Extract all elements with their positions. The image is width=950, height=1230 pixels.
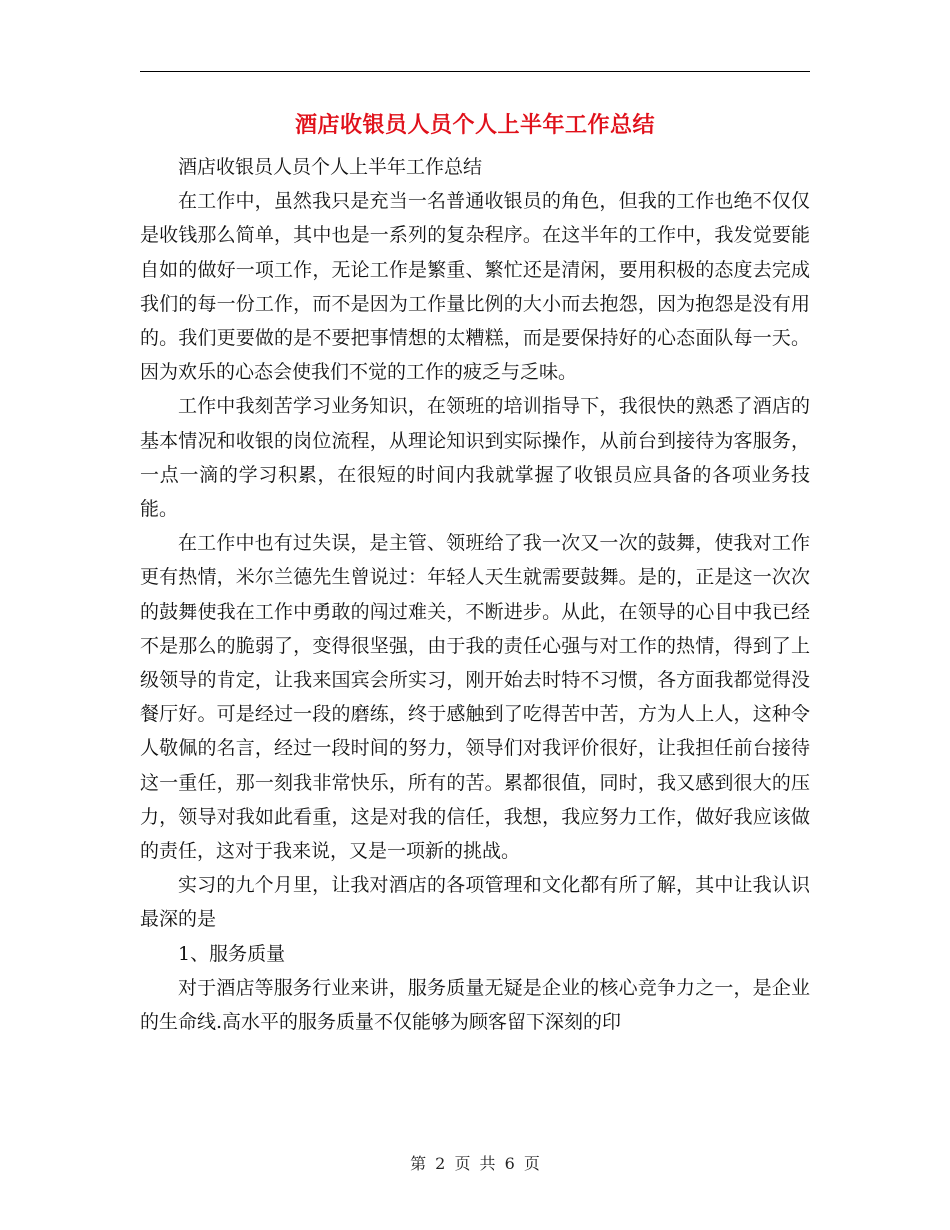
page-number: 第 2 页 共 6 页	[410, 1154, 540, 1173]
document-body	[140, 150, 810, 1039]
body-paragraph: 实习的九个月里，让我对酒店的各项管理和文化都有所了解，其中让我认识最深的是	[140, 874, 810, 931]
body-paragraph: 在工作中，虽然我只是充当一名普通收银员的角色，但我的工作也绝不仅仅是收钱那么简单，其中也是一系列的复杂程序。在这半年的工作中，我发觉要能自如的做好一项工作，无论工作是繁重、繁忙还是清闲，要用积极的态度去完成我们的每一份工作，而不是因为工作量比例的大小而去抱怨，因为抱怨是没有用的。我们更要做的是不要把事情想的太糟糕，而是要保持好的心态面队每一天。因为欢乐的心态会使我们不觉的工作的疲乏与乏味。	[140, 190, 810, 384]
body-paragraph: 工作中我刻苦学习业务知识，在领班的培训指导下，我很快的熟悉了酒店的基本情况和收银的岗位流程，从理论知识到实际操作，从前台到接待为客服务，一点一滴的学习积累，在很短的时间内我就掌握了收银员应具备的各项业务技能。	[140, 395, 810, 521]
document-title: 酒店收银员人员个人上半年工作总结	[294, 112, 655, 138]
section-heading: 1、服务质量	[178, 942, 286, 965]
body-paragraph: 在工作中也有过失误，是主管、领班给了我一次又一次的鼓舞，使我对工作更有热情，米尔兰德先生曾说过：年轻人天生就需要鼓舞。是的，正是这一次次的鼓舞使我在工作中勇敢的闯过难关，不断进步。从此，在领导的心目中我已经不是那么的脆弱了，变得很坚强，由于我的责任心强与对工作的热情，得到了上级领导的肯定，让我来国宾会所实习，刚开始去时特不习惯，各方面我都觉得没餐厅好。可是经过一段的磨练，终于感触到了吃得苦中苦，方为人上人，这种令人敬佩的名言，经过一段时间的努力，领导们对我评价很好，让我担任前台接待这一重任，那一刻我非常快乐，所有的苦。累都很值，同时，我又感到很大的压力，领导对我如此看重，这是对我的信任，我想，我应努力工作，做好我应该做的责任，这对于我来说，又是一项新的挑战。	[140, 532, 810, 863]
subtitle-paragraph: 酒店收银员人员个人上半年工作总结	[178, 156, 483, 178]
body-paragraph: 对于酒店等服务行业来讲，服务质量无疑是企业的核心竞争力之一，是企业的生命线.高水平的服务质量不仅能够为顾客留下深刻的印	[140, 976, 810, 1034]
header-rule	[140, 71, 810, 72]
